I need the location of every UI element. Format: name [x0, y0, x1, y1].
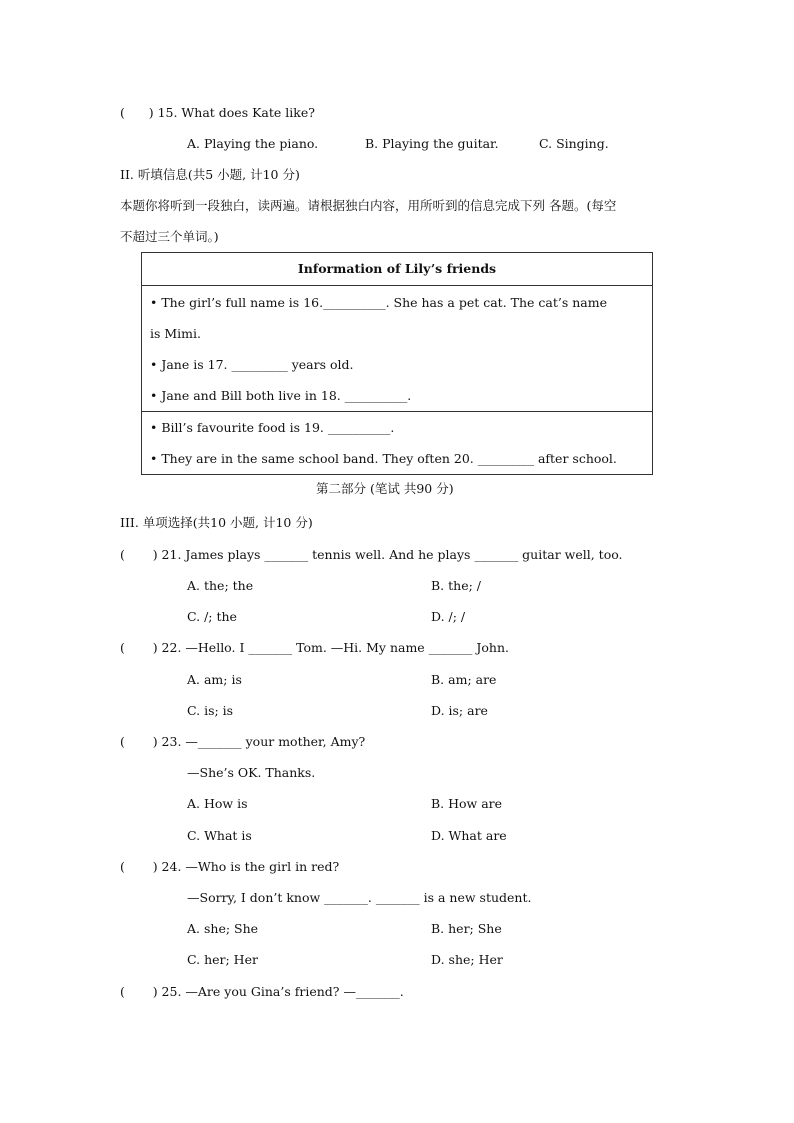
info-table-title: Information of Lily’s friends — [142, 253, 653, 286]
part-2-heading: 第二部分 (笔试 共90 分) — [316, 481, 454, 496]
info-line-19: • Bill’s favourite food is 19. __________. — [150, 420, 395, 435]
question-15-option-b: B. Playing the guitar. — [365, 136, 499, 151]
question-21-option-d: D. /; / — [431, 609, 466, 624]
question-23-option-c: C. What is — [187, 828, 252, 843]
question-24-option-a: A. she; She — [187, 921, 259, 936]
info-table — [141, 252, 653, 475]
question-23-option-a: A. How is — [187, 796, 248, 811]
question-22-stem: ( ) 22. —Hello. I _______ Tom. —Hi. My name _______ John. — [120, 640, 510, 655]
question-21-option-c: C. /; the — [187, 609, 237, 624]
question-15-option-c: C. Singing. — [539, 136, 609, 151]
question-15-stem: ( ) 15. What does Kate like? — [120, 105, 315, 120]
section-2-instruction-line2: 不超过三个单词。) — [120, 229, 219, 244]
question-15-option-a: A. Playing the piano. — [187, 136, 319, 151]
info-table-group-2 — [142, 412, 653, 475]
question-24-stem: ( ) 24. —Who is the girl in red? — [120, 859, 340, 874]
info-line-18: • Jane and Bill both live in 18. __________. — [150, 388, 412, 403]
question-24-option-c: C. her; Her — [187, 952, 258, 967]
question-22-option-d: D. is; are — [431, 703, 488, 718]
question-23-followup: —She’s OK. Thanks. — [187, 765, 316, 780]
section-2-instruction-line1: 本题你将听到一段独白，读两遍。请根据独白内容，用所听到的信息完成下列 各题。(每空 — [120, 198, 617, 213]
question-24-option-d: D. she; Her — [431, 952, 503, 967]
question-22-option-a: A. am; is — [187, 672, 242, 687]
info-line-17: • Jane is 17. _________ years old. — [150, 357, 354, 372]
question-23-stem: ( ) 23. —_______ your mother, Amy? — [120, 734, 366, 749]
question-22-option-c: C. is; is — [187, 703, 234, 718]
question-22-option-b: B. am; are — [431, 672, 497, 687]
info-line-16: • The girl’s full name is 16.__________. She has a pet cat. The cat’s name — [150, 295, 607, 310]
section-2-heading: II. 听填信息(共5 小题, 计10 分) — [120, 167, 300, 182]
question-24-followup: —Sorry, I don’t know _______. _______ is a new student. — [187, 890, 532, 905]
question-21-option-a: A. the; the — [187, 578, 254, 593]
info-line-16-cont: is Mimi. — [150, 326, 202, 341]
question-21-stem: ( ) 21. James plays _______ tennis well. And he plays _______ guitar well, too. — [120, 547, 623, 562]
question-24-option-b: B. her; She — [431, 921, 502, 936]
section-3-heading: III. 单项选择(共10 小题, 计10 分) — [120, 515, 313, 530]
question-23-option-d: D. What are — [431, 828, 507, 843]
question-23-option-b: B. How are — [431, 796, 503, 811]
info-line-20: • They are in the same school band. They often 20. _________ after school. — [150, 451, 617, 466]
question-21-option-b: B. the; / — [431, 578, 481, 593]
info-table-group-1 — [142, 286, 653, 412]
question-25-stem: ( ) 25. —Are you Gina’s friend? —_______. — [120, 984, 404, 999]
